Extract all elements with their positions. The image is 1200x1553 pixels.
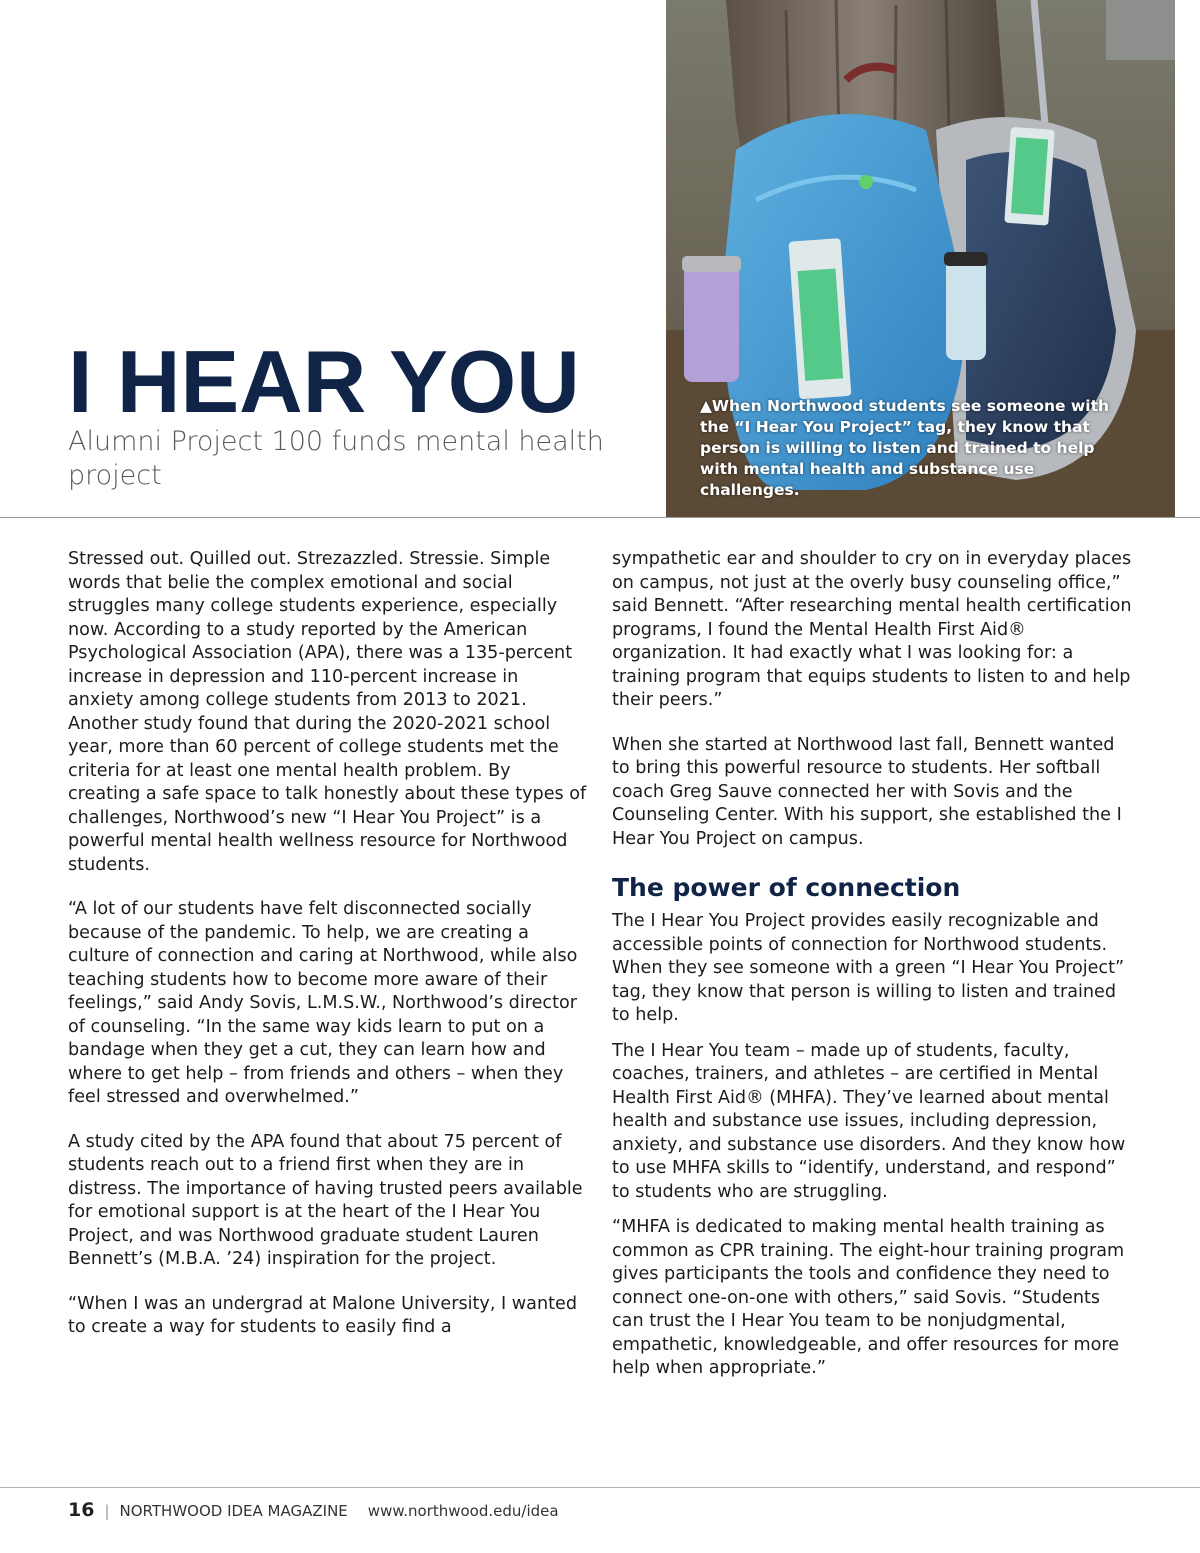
section-heading: The power of connection (612, 873, 961, 902)
paragraph: When she started at Northwood last fall, Bennett wanted to bring this powerful resource to students. Her softball coach Greg Sauve connected her with Sovis and the Counseling Center. With his support, she established the I Hear You Project on campus. (612, 734, 1122, 849)
photo-caption: ▲When Northwood students see someone with the “I Hear You Project” tag, they know that person is willing to listen and trained to help with mental health and substance use challenges. (700, 397, 1110, 499)
article-right-column (612, 548, 1132, 1393)
publication-url[interactable]: www.northwood.edu/idea (367, 1502, 559, 1520)
backpacks-photo (666, 0, 1175, 517)
article-left-column (68, 548, 588, 1361)
page-number: 16 (68, 1499, 95, 1521)
paragraph: A study cited by the APA found that about 75 percent of students reach out to a friend first when they are in distress. The importance of having trusted peers available for emotional support is at the heart of the I Hear You Project, and was Northwood graduate student Lauren Bennett’s (M.B.A. ’24) inspiration for the project. (68, 1131, 583, 1269)
paragraph: “A lot of our students have felt disconnected socially because of the pandemic. To help, we are creating a culture of connection and caring at Northwood, while also teaching students how to become more aware of their feelings,” said Andy Sovis, L.M.S.W., Northwood’s director of counseling. “In the same way kids learn to put on a bandage when they get a cut, they can learn how and where to get help – from friends and others – when they feel stressed and overwhelmed.” (68, 899, 578, 1107)
paragraph: “When I was an undergrad at Malone University, I wanted to create a way for students to easily find a (68, 1293, 578, 1337)
footer-separator: | (104, 1502, 110, 1520)
paragraph: “MHFA is dedicated to making mental health training as common as CPR training. The eight-hour training program gives participants the tools and confidence they need to connect one-on-one with others,” said Sovis. “Students can trust the I Hear You team to be nonjudgmental, empathetic, knowledgeable, and offer resources for more help when appropriate.” (612, 1217, 1125, 1378)
publication-name: NORTHWOOD IDEA MAGAZINE (119, 1502, 348, 1520)
paragraph: The I Hear You team – made up of students, faculty, coaches, trainers, and athletes – are certified in Mental Health First Aid® (MHFA). They’ve learned about mental health and substance use issues, including depression, anxiety, and substance use disorders. And they know how to use MHFA skills to “identify, understand, and respond” to students who are struggling. (612, 1040, 1126, 1202)
page-title: I HEAR YOU (68, 332, 580, 431)
footer-divider (0, 1487, 1200, 1488)
header-divider (0, 517, 1200, 518)
page-subtitle: Alumni Project 100 funds mental health project (68, 426, 604, 491)
paragraph: The I Hear You Project provides easily recognizable and accessible points of connection for Northwood students. When they see someone with a green “I Hear You Project” tag, they know that person is willing to listen and trained to help. (612, 911, 1125, 1025)
paragraph: sympathetic ear and shoulder to cry on in everyday places on campus, not just at the overly busy counseling office,” said Bennett. “After researching mental health certification programs, I found the Mental Health First Aid® organization. It had exactly what I was looking for: a training program that equips students to listen to and help their peers.” (612, 549, 1132, 710)
page-footer (68, 1498, 559, 1523)
paragraph: Stressed out. Quilled out. Strezazzled. Stressie. Simple words that belie the complex emotional and social struggles many college students experience, especially now. According to a study reported by the American Psychological Association (APA), there was a 135-percent increase in depression and 110-percent increase in anxiety among college students from 2013 to 2021. Another study found that during the 2020-2021 school year, more than 60 percent of college students met the criteria for at least one mental health problem. By creating a safe space to talk honestly about these types of challenges, Northwood’s new “I Hear You Project” is a powerful mental health wellness resource for Northwood students. (68, 549, 587, 875)
